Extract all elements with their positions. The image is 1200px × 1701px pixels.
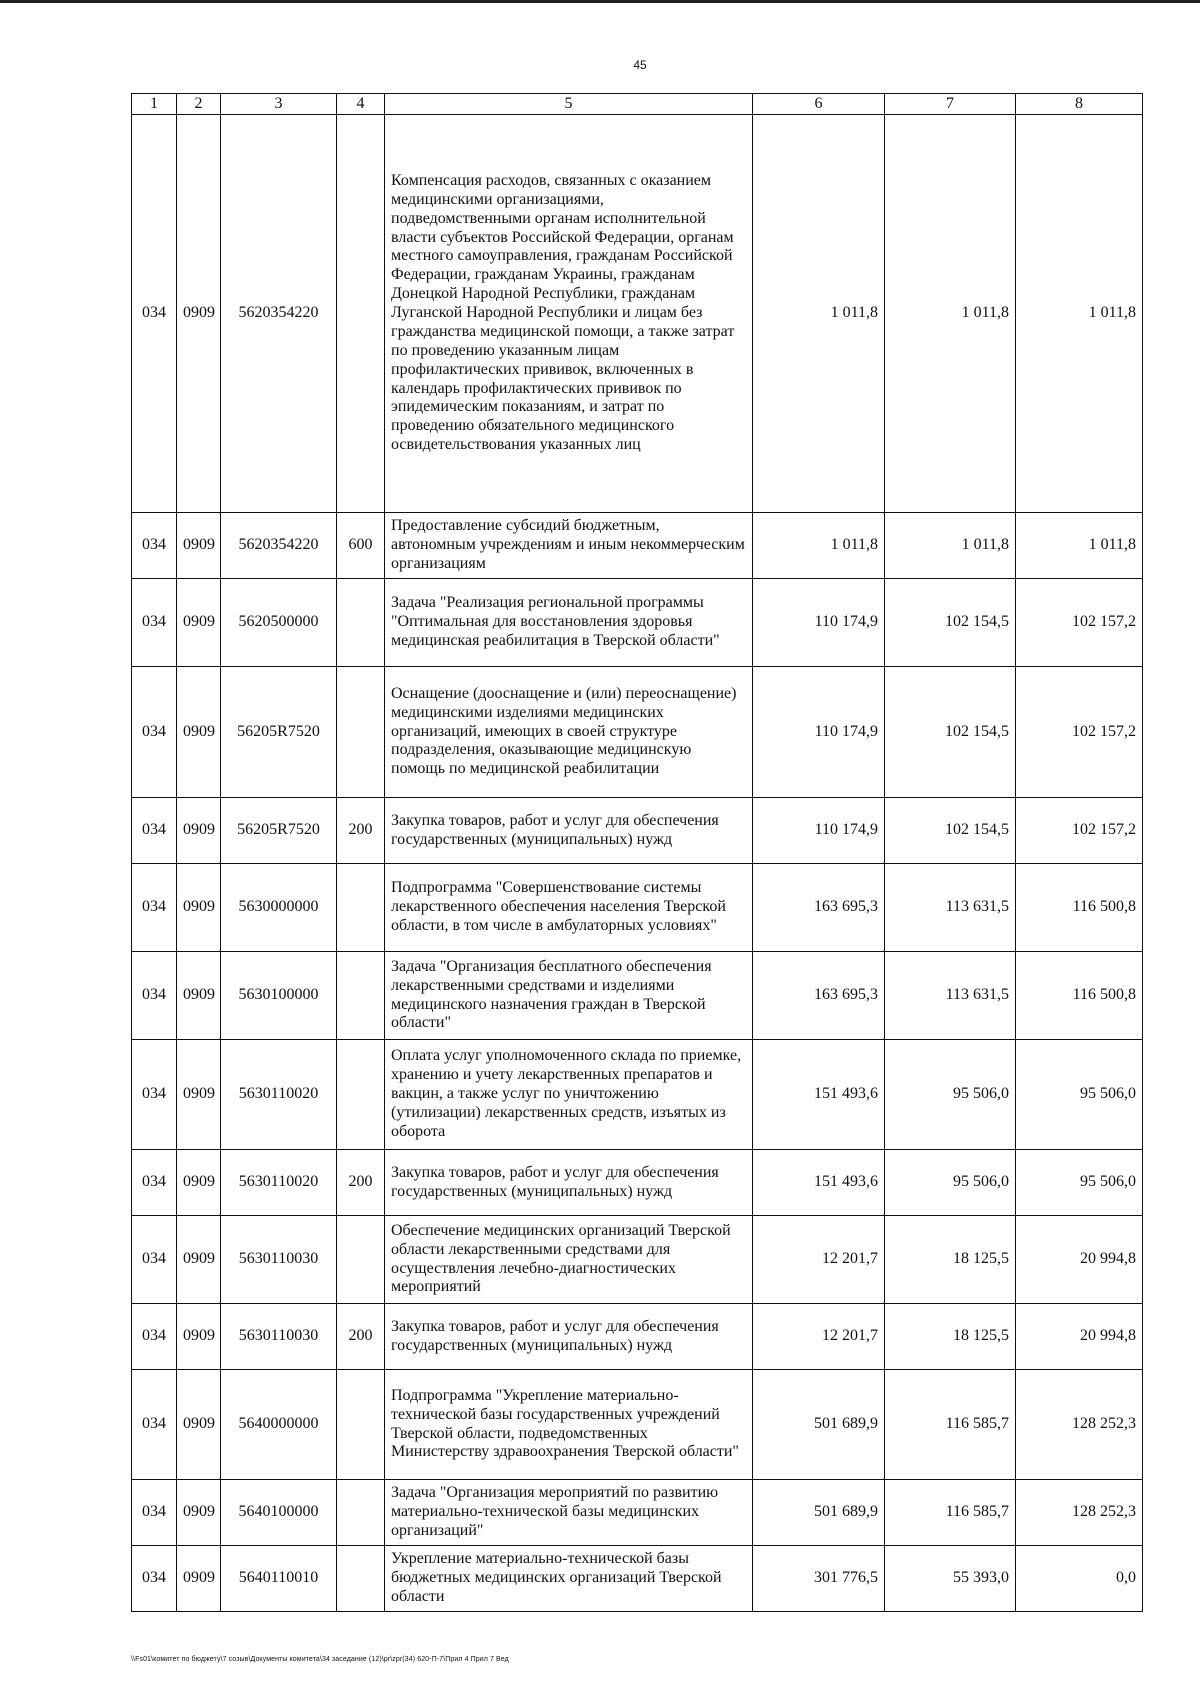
cell-target-article: 5640000000	[221, 1370, 337, 1480]
cell-target-article: 5630110020	[221, 1040, 337, 1150]
cell-amount-col8: 95 506,0	[1016, 1150, 1143, 1216]
cell-amount-col8: 1 011,8	[1016, 513, 1143, 579]
column-header-8: 8	[1016, 94, 1143, 115]
cell-amount-col6: 501 689,9	[753, 1370, 885, 1480]
cell-target-article: 5620354220	[221, 115, 337, 513]
cell-section-code: 0909	[177, 1150, 221, 1216]
cell-amount-col6: 1 011,8	[753, 513, 885, 579]
column-header-2: 2	[177, 94, 221, 115]
cell-target-article: 5630110030	[221, 1216, 337, 1304]
cell-section-code: 0909	[177, 579, 221, 667]
cell-ministry-code: 034	[132, 1040, 177, 1150]
cell-expense-type	[337, 1216, 385, 1304]
page-number: 45	[633, 58, 647, 72]
table-row	[132, 1304, 1143, 1370]
cell-ministry-code: 034	[132, 1480, 177, 1546]
cell-description: Закупка товаров, работ и услуг для обеспечения государственных (муниципальных) нужд	[385, 1304, 753, 1370]
column-header-4: 4	[337, 94, 385, 115]
cell-section-code: 0909	[177, 1480, 221, 1546]
cell-amount-col6: 1 011,8	[753, 115, 885, 513]
cell-amount-col8: 102 157,2	[1016, 667, 1143, 798]
top-border-line	[0, 0, 1200, 3]
cell-section-code: 0909	[177, 952, 221, 1040]
cell-ministry-code: 034	[132, 513, 177, 579]
cell-target-article: 56205R7520	[221, 667, 337, 798]
cell-amount-col8: 0,0	[1016, 1546, 1143, 1612]
cell-section-code: 0909	[177, 667, 221, 798]
table-row	[132, 1370, 1143, 1480]
cell-amount-col7: 102 154,5	[885, 579, 1016, 667]
cell-amount-col6: 110 174,9	[753, 798, 885, 864]
cell-amount-col8: 116 500,8	[1016, 952, 1143, 1040]
cell-target-article: 5620500000	[221, 579, 337, 667]
budget-table	[131, 93, 1143, 1612]
cell-description: Предоставление субсидий бюджетным, автономным учреждениям и иным некоммерческим организациям	[385, 513, 753, 579]
cell-amount-col8: 95 506,0	[1016, 1040, 1143, 1150]
column-header-6: 6	[753, 94, 885, 115]
cell-amount-col7: 113 631,5	[885, 864, 1016, 952]
cell-expense-type: 600	[337, 513, 385, 579]
cell-expense-type	[337, 115, 385, 513]
cell-expense-type	[337, 952, 385, 1040]
cell-section-code: 0909	[177, 864, 221, 952]
cell-amount-col6: 163 695,3	[753, 952, 885, 1040]
cell-amount-col8: 128 252,3	[1016, 1370, 1143, 1480]
cell-amount-col8: 20 994,8	[1016, 1216, 1143, 1304]
cell-amount-col7: 113 631,5	[885, 952, 1016, 1040]
table-row	[132, 1546, 1143, 1612]
cell-section-code: 0909	[177, 1216, 221, 1304]
cell-amount-col6: 12 201,7	[753, 1304, 885, 1370]
table-row	[132, 864, 1143, 952]
cell-description: Обеспечение медицинских организаций Тверской области лекарственными средствами для осуществления лечебно-диагностических мероприятий	[385, 1216, 753, 1304]
cell-ministry-code: 034	[132, 1304, 177, 1370]
cell-amount-col6: 12 201,7	[753, 1216, 885, 1304]
cell-target-article: 5620354220	[221, 513, 337, 579]
cell-section-code: 0909	[177, 1370, 221, 1480]
cell-amount-col6: 501 689,9	[753, 1480, 885, 1546]
cell-amount-col6: 163 695,3	[753, 864, 885, 952]
cell-description: Подпрограмма "Совершенствование системы лекарственного обеспечения населения Тверской области, в том числе в амбулаторных условиях"	[385, 864, 753, 952]
column-header-7: 7	[885, 94, 1016, 115]
cell-section-code: 0909	[177, 115, 221, 513]
cell-description: Закупка товаров, работ и услуг для обеспечения государственных (муниципальных) нужд	[385, 1150, 753, 1216]
column-header-3: 3	[221, 94, 337, 115]
cell-amount-col6: 110 174,9	[753, 667, 885, 798]
cell-amount-col8: 1 011,8	[1016, 115, 1143, 513]
cell-section-code: 0909	[177, 1546, 221, 1612]
cell-amount-col7: 116 585,7	[885, 1370, 1016, 1480]
table-row	[132, 1480, 1143, 1546]
cell-ministry-code: 034	[132, 1546, 177, 1612]
cell-ministry-code: 034	[132, 1370, 177, 1480]
cell-expense-type	[337, 667, 385, 798]
cell-description: Задача "Реализация региональной программы "Оптимальная для восстановления здоровья медицинская реабилитация в Тверской области"	[385, 579, 753, 667]
cell-amount-col7: 55 393,0	[885, 1546, 1016, 1612]
cell-amount-col6: 151 493,6	[753, 1150, 885, 1216]
cell-expense-type: 200	[337, 1150, 385, 1216]
table-row	[132, 1216, 1143, 1304]
cell-ministry-code: 034	[132, 798, 177, 864]
cell-amount-col8: 20 994,8	[1016, 1304, 1143, 1370]
cell-amount-col6: 151 493,6	[753, 1040, 885, 1150]
cell-description: Компенсация расходов, связанных с оказанием медицинскими организациями, подведомственными органам исполнительной власти субъектов Российской Федерации, органам местного самоуправления, гражданам Российской Федерации, гражданам Украины, гражданам Донецкой Народной Республики, гражданам Луганской Народной Республики и лицам без гражданства медицинской помощи, а также затрат по проведению указанным лицам профилактических прививок, включенных в календарь профилактических прививок по эпидемическим показаниям, и затрат по проведению обязательного медицинского освидетельствования указанных лиц	[385, 115, 753, 513]
cell-expense-type: 200	[337, 1304, 385, 1370]
cell-amount-col8: 102 157,2	[1016, 579, 1143, 667]
cell-amount-col8: 116 500,8	[1016, 864, 1143, 952]
cell-section-code: 0909	[177, 1304, 221, 1370]
cell-description: Задача "Организация бесплатного обеспечения лекарственными средствами и изделиями медицинского назначения граждан в Тверской области"	[385, 952, 753, 1040]
cell-expense-type	[337, 1480, 385, 1546]
cell-amount-col8: 128 252,3	[1016, 1480, 1143, 1546]
cell-amount-col7: 102 154,5	[885, 667, 1016, 798]
cell-ministry-code: 034	[132, 115, 177, 513]
cell-section-code: 0909	[177, 1040, 221, 1150]
cell-ministry-code: 034	[132, 579, 177, 667]
cell-amount-col7: 95 506,0	[885, 1040, 1016, 1150]
cell-description: Укрепление материально-технической базы бюджетных медицинских организаций Тверской области	[385, 1546, 753, 1612]
cell-amount-col7: 1 011,8	[885, 513, 1016, 579]
column-header-5: 5	[385, 94, 753, 115]
cell-ministry-code: 034	[132, 1150, 177, 1216]
table-row	[132, 798, 1143, 864]
cell-description: Оснащение (дооснащение и (или) переоснащение) медицинскими изделиями медицинских организаций, имеющих в своей структуре подразделения, оказывающие медицинскую помощь по медицинской реабилитации	[385, 667, 753, 798]
table-row	[132, 513, 1143, 579]
cell-description: Задача "Организация мероприятий по развитию материально-технической базы медицинских организаций"	[385, 1480, 753, 1546]
cell-target-article: 5630110020	[221, 1150, 337, 1216]
cell-amount-col6: 110 174,9	[753, 579, 885, 667]
cell-amount-col6: 301 776,5	[753, 1546, 885, 1612]
cell-amount-col7: 95 506,0	[885, 1150, 1016, 1216]
cell-amount-col8: 102 157,2	[1016, 798, 1143, 864]
cell-description: Закупка товаров, работ и услуг для обеспечения государственных (муниципальных) нужд	[385, 798, 753, 864]
cell-expense-type	[337, 1546, 385, 1612]
cell-expense-type: 200	[337, 798, 385, 864]
cell-ministry-code: 034	[132, 667, 177, 798]
cell-target-article: 5630110030	[221, 1304, 337, 1370]
table-row	[132, 1150, 1143, 1216]
column-header-1: 1	[132, 94, 177, 115]
footer-file-path: \\Fs01\комитет по бюджету\7 созыв\Документы комитета\34 заседание (12)\pr\zpr(34) 620-П-7\Прил 4 Прил 7 Вед	[131, 1656, 509, 1663]
cell-target-article: 5640100000	[221, 1480, 337, 1546]
cell-target-article: 56205R7520	[221, 798, 337, 864]
cell-amount-col7: 102 154,5	[885, 798, 1016, 864]
table-row	[132, 579, 1143, 667]
cell-amount-col7: 1 011,8	[885, 115, 1016, 513]
cell-expense-type	[337, 864, 385, 952]
cell-amount-col7: 116 585,7	[885, 1480, 1016, 1546]
cell-amount-col7: 18 125,5	[885, 1304, 1016, 1370]
cell-amount-col7: 18 125,5	[885, 1216, 1016, 1304]
cell-expense-type	[337, 1370, 385, 1480]
cell-target-article: 5630000000	[221, 864, 337, 952]
cell-section-code: 0909	[177, 513, 221, 579]
cell-description: Оплата услуг уполномоченного склада по приемке, хранению и учету лекарственных препаратов и вакцин, а также услуг по уничтожению (утилизации) лекарственных средств, изъятых из оборота	[385, 1040, 753, 1150]
cell-expense-type	[337, 1040, 385, 1150]
table-row	[132, 1040, 1143, 1150]
table-row	[132, 952, 1143, 1040]
cell-ministry-code: 034	[132, 864, 177, 952]
cell-target-article: 5640110010	[221, 1546, 337, 1612]
cell-ministry-code: 034	[132, 1216, 177, 1304]
header-row	[132, 94, 1143, 115]
cell-description: Подпрограмма "Укрепление материально-технической базы государственных учреждений Тверской области, подведомственных Министерству здравоохранения Тверской области"	[385, 1370, 753, 1480]
table-row	[132, 667, 1143, 798]
cell-target-article: 5630100000	[221, 952, 337, 1040]
cell-ministry-code: 034	[132, 952, 177, 1040]
cell-section-code: 0909	[177, 798, 221, 864]
table-row	[132, 115, 1143, 513]
cell-expense-type	[337, 579, 385, 667]
